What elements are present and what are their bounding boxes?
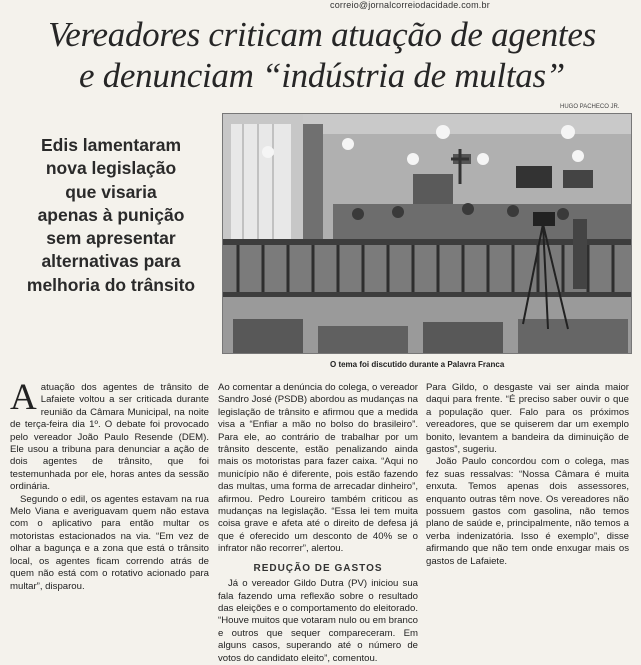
article-paragraph: Para Gildo, o desgaste vai ser ainda maior daqui para frente. “É preciso saber ouvir o que a população quer. Falo para os próximos vereadores, que se quiserem dar um exemplo bonito, levantem a bandeira da diminuição de gastos”, sugeriu. [426, 382, 629, 456]
photo-caption: O tema foi discutido durante a Palavra Franca [330, 360, 505, 369]
news-photo [222, 113, 632, 354]
article-paragraph: Aatuação dos agentes de trânsito de Lafaiete voltou a ser criticada durante reunião da Câmara Municipal, na noite de terça-feira dia 1º. O debate foi provocado pelo vereador João Paulo Resende (DEM). Ele usou a tribuna para denunciar a ação de dois agentes de trânsito, que foi testemunhada por ele, horas antes da sessão ordinária. [10, 377, 209, 493]
article-paragraph: João Paulo concordou com o colega, mas fez suas ressalvas: “Nossa Câmara é muita enxuta. Temos apenas dois assessores, enquanto outras têm nove. Os vereadores não possuem gastos com gasolina, não temos plano de saúde e, principalmente, não temos a verba indenizatória. Isso é exemplo”, disse afirmando que não tem onde enxugar mais os gastos de Lafaiete. [426, 456, 629, 567]
article-paragraph: Ao comentar a denúncia do colega, o vereador Sandro José (PSDB) abordou as mudanças na legislação de trânsito e afirmou que a medida visa a “Enfiar a mão no bolso do brasileiro”. Para ele, ao contrário de trabalhar por um trânsito descente, estão penalizando ainda mais os motoristas para fazer caixa. “Aqui no município não é diferente, pois estão fazendo das multas, uma forma de arrecadar dinheiro”, afirmou. Pedro Loureiro também criticou as mudanças na legislação. “Essa lei tem muita coisa grave e afeta até o direito de defesa já que é oferecido um desconto de 40% se o infrator não recorrer”, alertou. [218, 382, 418, 555]
chamber-photo-illustration [223, 114, 632, 354]
article-paragraph: Já o vereador Gildo Dutra (PV) iniciou sua fala fazendo uma reflexão sobre o resultado das eleições e o comportamento do eleitorado. “Houve muitos que votaram nulo ou em branco e outros que sequer compareceram. Em alguns casos, superando até o número de votos do candidato eleito”, comentou. [218, 578, 418, 664]
deck-line: apenas à punição [37, 204, 185, 225]
headline-line-2: e denunciam “indústria de multas” [79, 56, 565, 95]
article-column-2 [218, 382, 418, 665]
subheading: REDUÇÃO DE GASTOS [253, 562, 383, 574]
article-paragraph: Segundo o edil, os agentes estavam na rua Melo Viana e averiguavam quem não estava com o aplicativo para então multar os motoristas estacionados na via. “Em vez de olhar a bagunça e a zona que está o trânsito local, os agentes ficam correndo atrás de quem não está com o rotativo acionado para multar”, disparou. [10, 493, 209, 592]
article-column-1 [10, 377, 209, 593]
headline-line-1: Vereadores criticam atuação de agentes [48, 15, 596, 54]
deck-line: Edis lamentaram [40, 135, 182, 155]
deck-line: melhoria do trânsito [26, 274, 196, 295]
headline [4, 14, 640, 96]
deck-line: que visaria [65, 181, 157, 202]
deck-line: nova legislação [45, 158, 177, 179]
deck [16, 134, 206, 297]
photo-credit: HUGO PACHECO JR. [560, 104, 620, 110]
drop-cap: A [10, 377, 37, 418]
deck-line: sem apresentar [46, 228, 176, 249]
email-address: correio@jornalcorreiodacidade.com.br [330, 0, 490, 10]
article-column-3 [426, 382, 629, 568]
deck-line: alternativas para [41, 251, 181, 272]
